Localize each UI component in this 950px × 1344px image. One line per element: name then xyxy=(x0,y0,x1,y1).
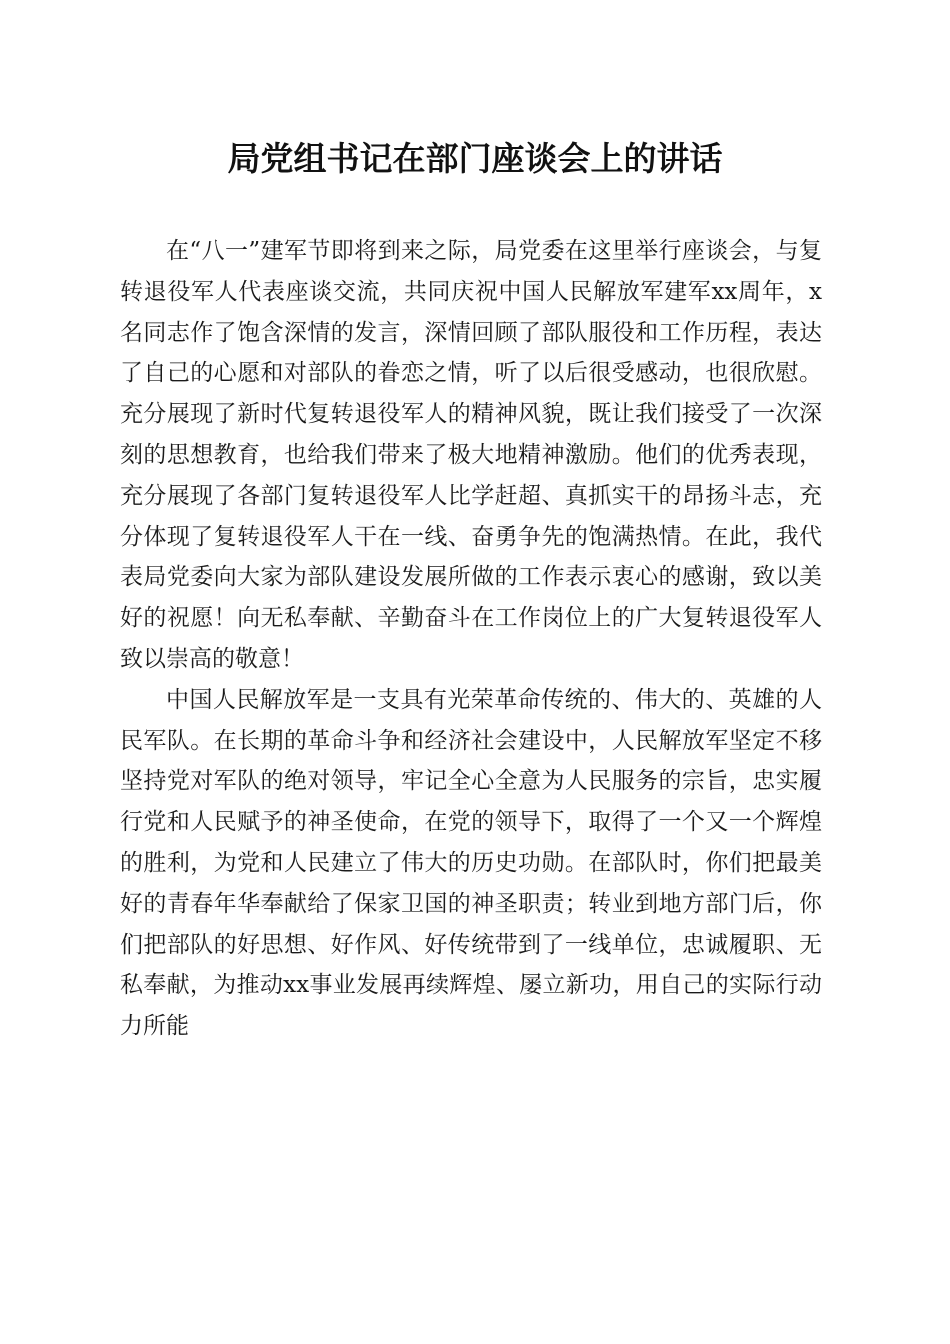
paragraph-2: 中国人民解放军是一支具有光荣革命传统的、伟大的、英雄的人民军队。在长期的革命斗争和经济社会建设中，人民解放军坚定不移坚持党对军队的绝对领导，牢记全心全意为人民服务的宗旨，忠实履行党和人民赋予的神圣使命，在党的领导下，取得了一个又一个辉煌的胜利，为党和人民建立了伟大的历史功勋。在部队时，你们把最美好的青春年华奉献给了保家卫国的神圣职责；转业到地方部门后，你们把部队的好思想、好作风、好传统带到了一线单位，忠诚履职、无私奉献，为推动xx事业发展再续辉煌、屡立新功，用自己的实际行动力所能 xyxy=(120,686,822,1040)
document-title: 局党组书记在部门座谈会上的讲话 xyxy=(227,139,723,178)
document-body xyxy=(120,231,822,1047)
paragraph-1: 在“八一”建军节即将到来之际，局党委在这里举行座谈会，与复转退役军人代表座谈交流，共同庆祝中国人民解放军建军xx周年，x名同志作了饱含深情的发言，深情回顾了部队服役和工作历程，表达了自己的心愿和对部队的眷恋之情，听了以后很受感动，也很欣慰。充分展现了新时代复转退役军人的精神风貌，既让我们接受了一次深刻的思想教育，也给我们带来了极大地精神激励。他们的优秀表现，充分展现了各部门复转退役军人比学赶超、真抓实干的昂扬斗志，充分体现了复转退役军人干在一线、奋勇争先的饱满热情。在此，我代表局党委向大家为部队建设发展所做的工作表示衷心的感谢，致以美好的祝愿！向无私奉献、辛勤奋斗在工作岗位上的广大复转退役军人致以崇高的敬意！ xyxy=(120,238,822,672)
